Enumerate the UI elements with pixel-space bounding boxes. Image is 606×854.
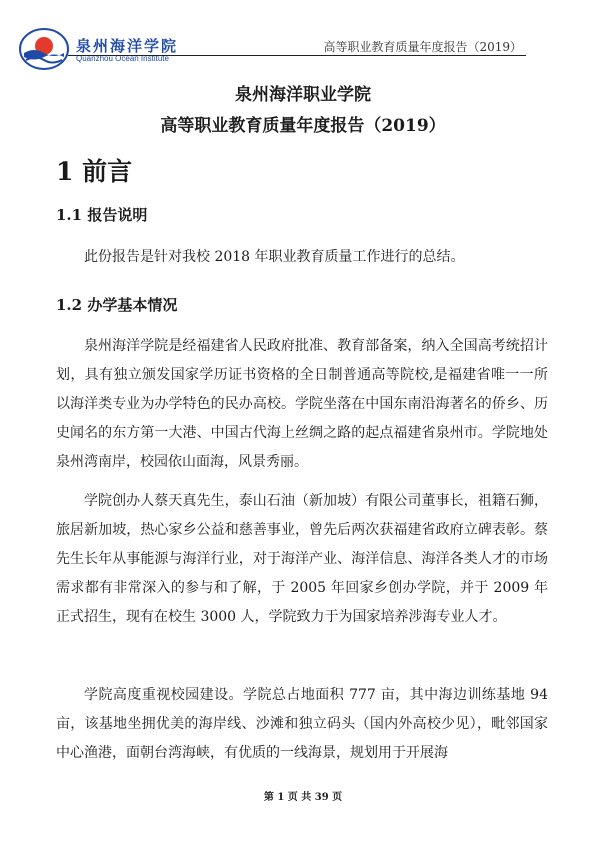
header-school-name: 泉州海洋学院: [76, 37, 179, 55]
document-title-school: 泉州海洋职业学院: [235, 85, 371, 105]
section-heading-report-note: 1.1 报告说明: [56, 206, 148, 224]
header-school-english: Quanzhou Ocean Institute: [76, 54, 169, 63]
paragraph: 泉州海洋学院是经福建省人民政府批准、教育部备案，纳入全国高考统招计划，具有独立颁发国家学历证书资格的全日制普通高等院校,是福建省唯一一所以海洋类专业为办学特色的民办高校。学院坐落在中国东南沿海著名的侨乡、历史闻名的东方第一大港、中国古代海上丝绸之路的起点福建省泉州市。学院地处泉州湾南岸，校园依山面海，风景秀丽。: [56, 338, 548, 470]
chapter-heading: 1 前言: [56, 157, 133, 186]
paragraph: 学院高度重视校园建设。学院总占地面积 777 亩，其中海边训练基地 94 亩，该基地坐拥优美的海岸线、沙滩和独立码头（国内外高校少见），毗邻国家中心渔港，面朝台湾海峡，有优质的一线海景，规划用于开展海: [56, 687, 548, 761]
paragraph: 学院创办人蔡天真先生，泰山石油（新加坡）有限公司董事长，祖籍石狮，旅居新加坡，热心家乡公益和慈善事业，曾先后两次获福建省政府立碑表彰。蔡先生长年从事能源与海洋行业，对于海洋产业、海洋信息、海洋各类人才的市场需求都有非常深入的参与和了解，于 2005 年回家乡创办学院，并于 2009 年正式招生，现有在校生 3000 人，学院致力于为国家培养涉海专业人才。: [56, 493, 548, 625]
school-logo-icon: [18, 26, 70, 72]
section-heading-basic-info: 1.2 办学基本情况: [56, 296, 178, 314]
header-report-name: 高等职业教育质量年度报告（2019）: [323, 40, 522, 54]
paragraph: 此份报告是针对我校 2018 年职业教育质量工作进行的总结。: [84, 249, 465, 265]
document-title-report: 高等职业教育质量年度报告（2019）: [160, 116, 446, 136]
header-rule: [68, 55, 526, 56]
page-number: 第 1 页 共 39 页: [263, 792, 343, 803]
